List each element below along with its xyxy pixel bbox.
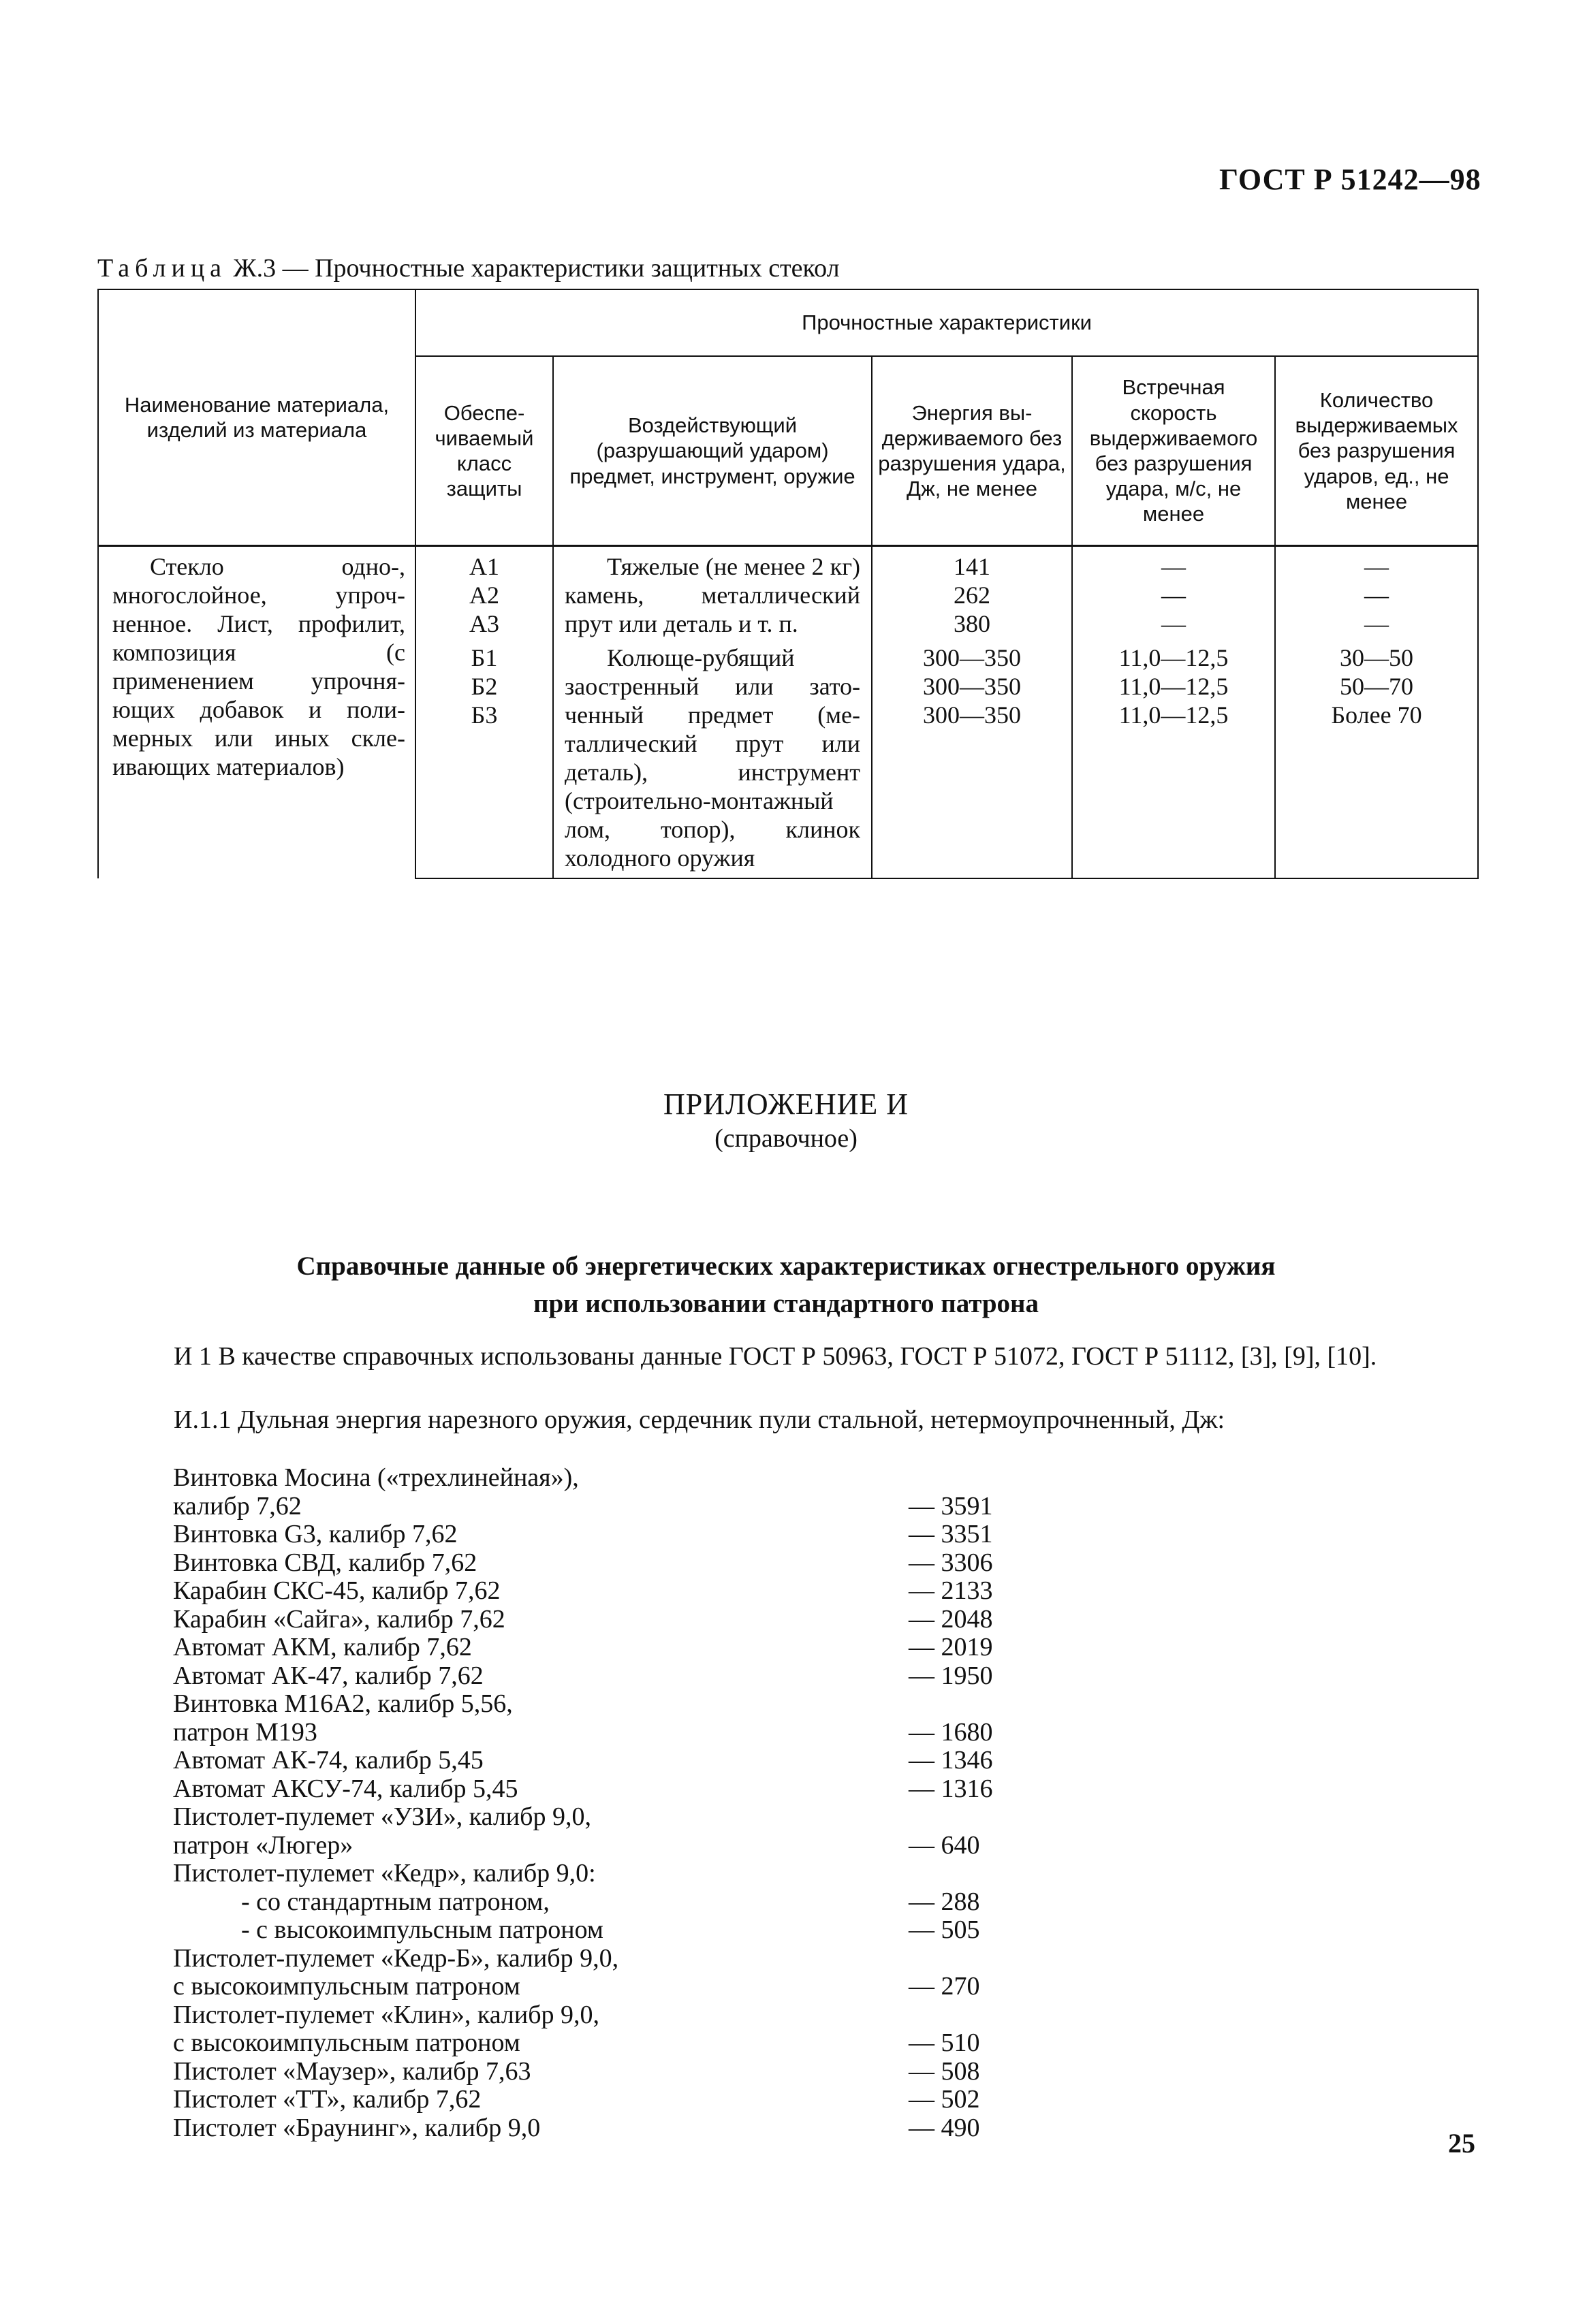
header-count: Количество выдерживаемых без разрушения ударов, ед., не менее	[1275, 356, 1478, 546]
energy-list-item	[173, 1662, 1058, 1691]
class-value: Б2	[471, 673, 498, 700]
count-value: 50—70	[1340, 673, 1414, 700]
energy-value: — 490	[909, 2113, 980, 2142]
weapon-label: Пистолет-пулемет «Кедр», калибр 9,0:	[173, 1859, 596, 1888]
weapon-label: патрон «Люгер»	[173, 1830, 353, 1860]
weapon-label: Автомат АК-47, калибр 7,62	[173, 1661, 484, 1690]
energy-value: — 510	[909, 2028, 980, 2057]
class-value: Б3	[471, 701, 498, 729]
energy-list-item	[173, 1916, 1058, 1945]
energy-value: 300—350	[923, 673, 1021, 700]
count-cell	[1275, 546, 1478, 644]
energy-list	[173, 1464, 1058, 2142]
reference-heading	[0, 1247, 1572, 1322]
energy-cell	[872, 643, 1072, 878]
appendix-subtitle: (справочное)	[714, 1124, 858, 1153]
class-value: А1	[469, 553, 499, 580]
header-speed: Встречная скорость выдерживаемого без разрушения удара, м/с, не менее	[1072, 356, 1275, 546]
weapon-label: с высокоимпульсным патроном	[173, 2028, 520, 2057]
energy-list-item	[173, 1775, 1058, 1804]
weapon-label: Карабин СКС-45, калибр 7,62	[173, 1576, 501, 1605]
energy-list-item	[173, 1719, 1058, 1747]
energy-list-item	[173, 1888, 1058, 1917]
energy-list-item	[173, 2029, 1058, 2058]
weapon-label: Пистолет «ТТ», калибр 7,62	[173, 2085, 482, 2114]
paragraph-sources: И 1 В качестве справочных использованы данные ГОСТ Р 50963, ГОСТ Р 51072, ГОСТ Р 51112, [3], [9], [10].	[174, 1342, 1377, 1371]
table-caption-word: Таблица	[97, 254, 227, 283]
energy-list-item	[173, 1690, 1058, 1719]
energy-list-item	[173, 2001, 1058, 2030]
energy-list-item	[173, 1860, 1058, 1888]
speed-value: —	[1161, 610, 1186, 637]
weapon-label: Пистолет «Маузер», калибр 7,63	[173, 2056, 531, 2086]
energy-list-item	[173, 1577, 1058, 1606]
weapon-label: Пистолет «Браунинг», калибр 9,0	[173, 2113, 541, 2142]
weapon-label: Винтовка М16А2, калибр 5,56,	[173, 1689, 513, 1718]
energy-value: — 3591	[909, 1491, 993, 1521]
energy-value: — 3306	[909, 1548, 993, 1577]
speed-value: 11,0—12,5	[1118, 673, 1229, 700]
paragraph-muzzle-energy: И.1.1 Дульная энергия нарезного оружия, сердечник пули стальной, нетермоупрочненный, Дж:	[174, 1405, 1225, 1434]
energy-list-item	[173, 1521, 1058, 1549]
weapon-label: Карабин «Сайга», калибр 7,62	[173, 1604, 505, 1634]
speed-cell	[1072, 643, 1275, 878]
class-cell	[415, 546, 553, 644]
speed-value: 11,0—12,5	[1118, 644, 1229, 671]
energy-list-item	[173, 1549, 1058, 1578]
reference-heading-line: Справочные данные об энергетических характеристиках огнестрельного оружия	[296, 1252, 1276, 1281]
header-energy: Энергия выдерживаемого без разрушения удара, Дж, не менее	[872, 356, 1072, 546]
energy-list-item	[173, 1945, 1058, 1973]
energy-list-item	[173, 2086, 1058, 2114]
count-value: —	[1364, 553, 1389, 580]
energy-value: — 1346	[909, 1746, 993, 1774]
energy-list-item	[173, 2114, 1058, 2143]
count-value: —	[1364, 582, 1389, 609]
energy-value: 300—350	[923, 644, 1021, 671]
table-caption-text: Ж.3 — Прочностные характеристики защитных стекол	[227, 254, 840, 283]
count-value: Более 70	[1331, 701, 1422, 729]
energy-list-item	[173, 1747, 1058, 1775]
energy-value: — 3351	[909, 1520, 993, 1548]
appendix-title: ПРИЛОЖЕНИЕ И	[663, 1087, 909, 1121]
energy-value: — 2019	[909, 1633, 993, 1661]
class-value: А3	[469, 610, 499, 637]
energy-value: — 288	[909, 1887, 980, 1916]
energy-value: — 1316	[909, 1774, 993, 1803]
energy-value: — 270	[909, 1972, 980, 2001]
header-group: Прочностные характеристики	[415, 289, 1478, 356]
energy-list-item	[173, 1803, 1058, 1832]
table-caption	[97, 253, 840, 283]
header-class: Обеспечиваемый класс защиты	[415, 356, 553, 546]
count-value: —	[1364, 610, 1389, 637]
energy-value: — 1680	[909, 1717, 993, 1747]
weapon-label: патрон М193	[173, 1717, 317, 1747]
energy-value: 300—350	[923, 701, 1021, 729]
speed-value: —	[1161, 553, 1186, 580]
impact-text: Тяжелые (не менее 2 кг) камень, металлический прут или деталь и т. п.	[565, 553, 860, 637]
material-cell	[98, 546, 415, 879]
count-cell	[1275, 643, 1478, 878]
table-row	[98, 546, 1478, 644]
energy-value: 141	[954, 553, 990, 580]
header-material: Наименование материала, изделий из материала	[98, 289, 415, 546]
header-impact: Воздействующий (разрушающий ударом) предмет, инструмент, оружие	[553, 356, 872, 546]
weapon-label: с высокоимпульсным патроном	[173, 1972, 520, 2001]
energy-value: — 640	[909, 1830, 980, 1860]
energy-list-item	[173, 2058, 1058, 2086]
energy-cell	[872, 546, 1072, 644]
energy-value: — 505	[909, 1915, 980, 1944]
energy-value: — 1950	[909, 1661, 993, 1690]
weapon-label: Автомат АКМ, калибр 7,62	[173, 1633, 472, 1661]
energy-list-item	[173, 1606, 1058, 1634]
weapon-label: Винтовка G3, калибр 7,62	[173, 1520, 458, 1548]
page-number: 25	[1448, 2128, 1475, 2159]
energy-value: 262	[954, 582, 990, 609]
energy-list-item	[173, 1464, 1058, 1493]
weapon-label: - со стандартным патроном,	[241, 1887, 550, 1916]
energy-value: 380	[954, 610, 990, 637]
impact-cell	[553, 643, 872, 878]
class-value: Б1	[471, 644, 498, 671]
strength-table	[97, 289, 1479, 879]
energy-list-item	[173, 1973, 1058, 2001]
count-value: 30—50	[1340, 644, 1414, 671]
speed-value: 11,0—12,5	[1118, 701, 1229, 729]
reference-heading-line: при использовании стандартного патрона	[533, 1289, 1039, 1318]
energy-list-item	[173, 1832, 1058, 1860]
impact-text: Колюще-рубящий заостренный или заточенный предмет (металлический прут или деталь), инструмент (строительно-монтажный лом, топор), клинок холодного оружия	[565, 644, 860, 872]
energy-value: — 502	[909, 2085, 980, 2114]
weapon-label: калибр 7,62	[173, 1491, 302, 1521]
weapon-label: - с высокоимпульсным патроном	[241, 1915, 603, 1944]
material-text: Стекло одно-, многослойное, упрочненное. Лист, профилит, композиция (с применением упрочняющих добавок и полимерных или иных склеивающих материалов)	[112, 553, 405, 780]
weapon-label: Автомат АКСУ-74, калибр 5,45	[173, 1774, 518, 1803]
weapon-label: Винтовка Мосина («трехлинейная»),	[173, 1463, 579, 1492]
weapon-label: Пистолет-пулемет «Кедр-Б», калибр 9,0,	[173, 1943, 619, 1973]
energy-list-item	[173, 1634, 1058, 1662]
weapon-label: Винтовка СВД, калибр 7,62	[173, 1548, 477, 1577]
speed-cell	[1072, 546, 1275, 644]
impact-cell	[553, 546, 872, 644]
class-value: А2	[469, 582, 499, 609]
weapon-label: Автомат АК-74, калибр 5,45	[173, 1746, 484, 1774]
class-cell	[415, 643, 553, 878]
energy-value: — 2133	[909, 1576, 993, 1605]
weapon-label: Пистолет-пулемет «Клин», калибр 9,0,	[173, 2000, 600, 2029]
speed-value: —	[1161, 582, 1186, 609]
energy-value: — 2048	[909, 1604, 993, 1634]
weapon-label: Пистолет-пулемет «УЗИ», калибр 9,0,	[173, 1802, 591, 1831]
energy-list-item	[173, 1493, 1058, 1521]
energy-value: — 508	[909, 2056, 980, 2086]
document-code: ГОСТ Р 51242—98	[1219, 163, 1481, 196]
